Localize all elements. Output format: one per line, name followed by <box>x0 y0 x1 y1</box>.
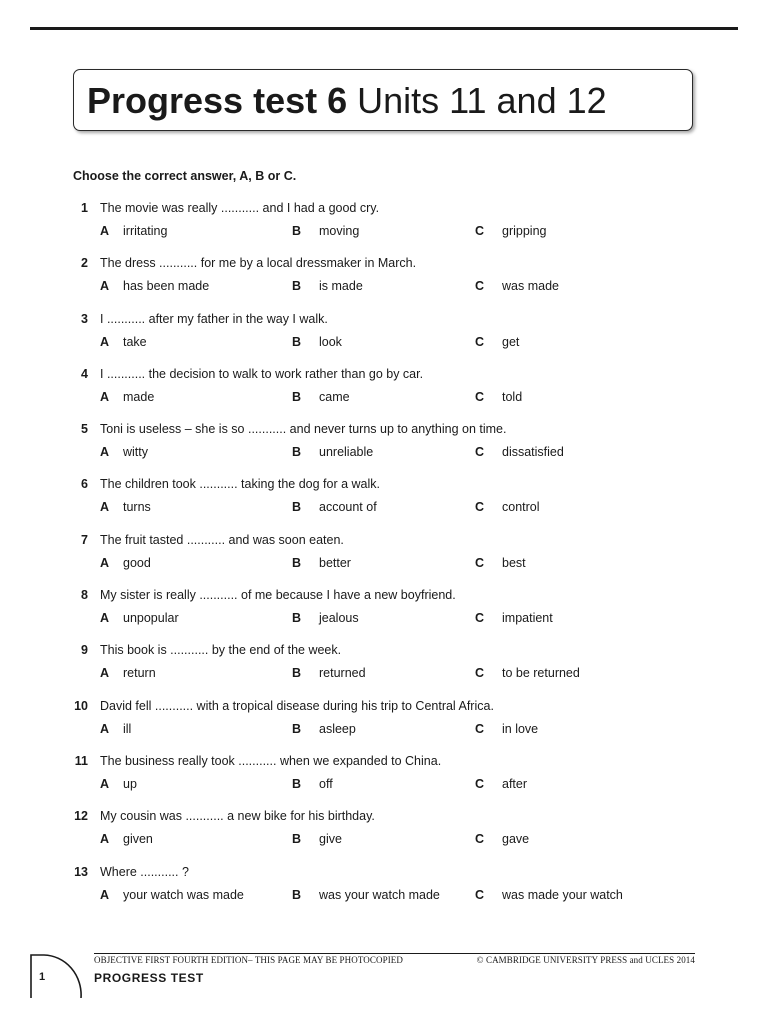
question-number: 11 <box>74 753 88 768</box>
question-item <box>0 532 768 587</box>
option-b-letter: B <box>292 224 302 238</box>
option-a-letter: A <box>100 611 110 626</box>
question-item <box>0 366 768 421</box>
option-b-letter: B <box>292 279 302 294</box>
question-item <box>0 808 768 863</box>
question-number: 9 <box>81 643 88 658</box>
option-a-letter: A <box>100 445 110 460</box>
option-a-text: turns <box>123 500 151 515</box>
option-b-text: came <box>319 389 350 404</box>
question-item <box>0 587 768 642</box>
question-item <box>0 698 768 753</box>
option-c-letter: C <box>475 224 485 238</box>
option-c-letter: C <box>475 611 485 626</box>
question-number: 6 <box>81 477 88 492</box>
option-c-letter: C <box>475 832 485 847</box>
page-title <box>87 79 607 123</box>
option-c-letter: C <box>475 666 485 681</box>
option-b-letter: B <box>292 721 302 736</box>
question-number: 5 <box>81 422 88 437</box>
option-a-text: has been made <box>123 279 210 294</box>
question-item <box>0 421 768 476</box>
question-item <box>0 864 768 919</box>
option-b-letter: B <box>292 666 302 681</box>
question-text: The business really took ........... when we expanded to China. <box>100 753 442 768</box>
option-a-letter: A <box>100 279 110 294</box>
option-b-letter: B <box>292 776 302 791</box>
question-text: I ........... after my father in the way I walk. <box>100 311 328 326</box>
option-a-letter: A <box>100 776 110 791</box>
option-a-text: ill <box>123 721 132 736</box>
option-a-letter: A <box>100 887 110 902</box>
option-a-letter: A <box>100 500 110 515</box>
option-b-text: jealous <box>319 611 359 626</box>
option-c-text: impatient <box>502 611 553 626</box>
question-number: 13 <box>74 864 88 879</box>
question-text: The dress ........... for me by a local dressmaker in March. <box>100 256 417 271</box>
option-c-text: control <box>502 500 540 515</box>
option-a-letter: A <box>100 334 110 349</box>
question-number: 1 <box>81 201 88 215</box>
title-units-part: Units 11 and 12 <box>347 80 607 121</box>
option-c-letter: C <box>475 279 485 294</box>
question-text: Where ........... ? <box>100 864 189 879</box>
question-item <box>0 476 768 531</box>
option-c-text: to be returned <box>502 666 580 681</box>
question-text: The fruit tasted ........... and was soon eaten. <box>100 532 344 547</box>
option-c-text: gripping <box>502 224 547 238</box>
option-b-text: unreliable <box>319 445 374 460</box>
option-a-letter: A <box>100 555 110 570</box>
option-b-text: off <box>319 776 333 791</box>
option-a-text: made <box>123 389 155 404</box>
option-a-letter: A <box>100 721 110 736</box>
option-b-text: account of <box>319 500 377 515</box>
question-text: The movie was really ........... and I had a good cry. <box>100 201 380 215</box>
footer-rule <box>94 953 695 954</box>
question-item <box>0 255 768 310</box>
question-text: David fell ........... with a tropical disease during his trip to Central Africa. <box>100 698 494 713</box>
question-item <box>0 753 768 808</box>
option-b-letter: B <box>292 611 302 626</box>
question-number: 12 <box>74 809 88 824</box>
option-b-text: better <box>319 555 351 570</box>
option-c-text: after <box>502 776 528 791</box>
top-rule <box>30 27 738 30</box>
option-c-text: best <box>502 555 526 570</box>
question-text: I ........... the decision to walk to work rather than go by car. <box>100 366 424 381</box>
footer-label: PROGRESS TEST <box>94 971 204 985</box>
option-a-text: irritating <box>123 224 168 238</box>
option-b-text: returned <box>319 666 366 681</box>
title-bold-part: Progress test 6 <box>87 80 348 121</box>
option-c-text: in love <box>502 721 539 736</box>
option-b-text: was your watch made <box>319 887 440 902</box>
question-item <box>0 200 768 255</box>
option-a-text: return <box>123 666 156 681</box>
question-text: My sister is really ........... of me because I have a new boyfriend. <box>100 588 456 603</box>
option-c-text: told <box>502 389 523 404</box>
option-c-letter: C <box>475 334 485 349</box>
option-b-text: look <box>319 334 342 349</box>
page-tab-shape <box>30 954 82 998</box>
option-c-text: was made your watch <box>502 887 623 902</box>
option-a-text: given <box>123 832 153 847</box>
question-text: The children took ........... taking the dog for a walk. <box>100 477 381 492</box>
footer-copyright-right: © CAMBRIDGE UNIVERSITY PRESS and UCLES 2014 <box>476 955 695 965</box>
option-b-letter: B <box>292 832 302 847</box>
option-a-letter: A <box>100 389 110 404</box>
option-b-letter: B <box>292 389 302 404</box>
option-a-text: take <box>123 334 147 349</box>
question-number: 4 <box>81 366 88 381</box>
option-c-letter: C <box>475 887 485 902</box>
question-number: 3 <box>81 311 88 326</box>
question-text: Toni is useless – she is so ........... and never turns up to anything on time. <box>100 422 507 437</box>
option-c-letter: C <box>475 445 485 460</box>
option-a-text: good <box>123 555 151 570</box>
question-list <box>0 200 768 919</box>
option-c-letter: C <box>475 500 485 515</box>
instructions: Choose the correct answer, A, B or C. <box>73 169 297 183</box>
option-a-letter: A <box>100 666 110 681</box>
question-number: 2 <box>81 256 88 271</box>
option-c-letter: C <box>475 555 485 570</box>
footer-copyright-left: OBJECTIVE FIRST FOURTH EDITION– THIS PAGE MAY BE PHOTOCOPIED <box>94 955 403 965</box>
option-c-text: was made <box>502 279 559 294</box>
option-a-text: unpopular <box>123 611 179 626</box>
title-box <box>73 69 693 131</box>
option-a-text: witty <box>123 445 148 460</box>
option-a-letter: A <box>100 832 110 847</box>
question-text: This book is ........... by the end of the week. <box>100 643 342 658</box>
question-item <box>0 642 768 697</box>
page-number: 1 <box>39 971 46 983</box>
option-c-text: dissatisfied <box>502 445 564 460</box>
option-b-letter: B <box>292 334 302 349</box>
option-c-text: get <box>502 334 520 349</box>
option-b-letter: B <box>292 555 302 570</box>
option-a-text: up <box>123 776 137 791</box>
option-c-letter: C <box>475 776 485 791</box>
option-b-letter: B <box>292 445 302 460</box>
option-c-text: gave <box>502 832 530 847</box>
option-b-letter: B <box>292 500 302 515</box>
option-c-letter: C <box>475 389 485 404</box>
option-c-letter: C <box>475 721 485 736</box>
option-b-text: give <box>319 832 342 847</box>
option-b-letter: B <box>292 887 302 902</box>
option-b-text: asleep <box>319 721 356 736</box>
option-b-text: is made <box>319 279 363 294</box>
option-a-text: your watch was made <box>123 887 244 902</box>
question-number: 8 <box>81 588 88 603</box>
option-a-letter: A <box>100 224 110 238</box>
question-number: 7 <box>81 532 88 547</box>
question-number: 10 <box>74 698 88 713</box>
question-item <box>0 311 768 366</box>
question-text: My cousin was ........... a new bike for his birthday. <box>100 809 375 824</box>
option-b-text: moving <box>319 224 360 238</box>
